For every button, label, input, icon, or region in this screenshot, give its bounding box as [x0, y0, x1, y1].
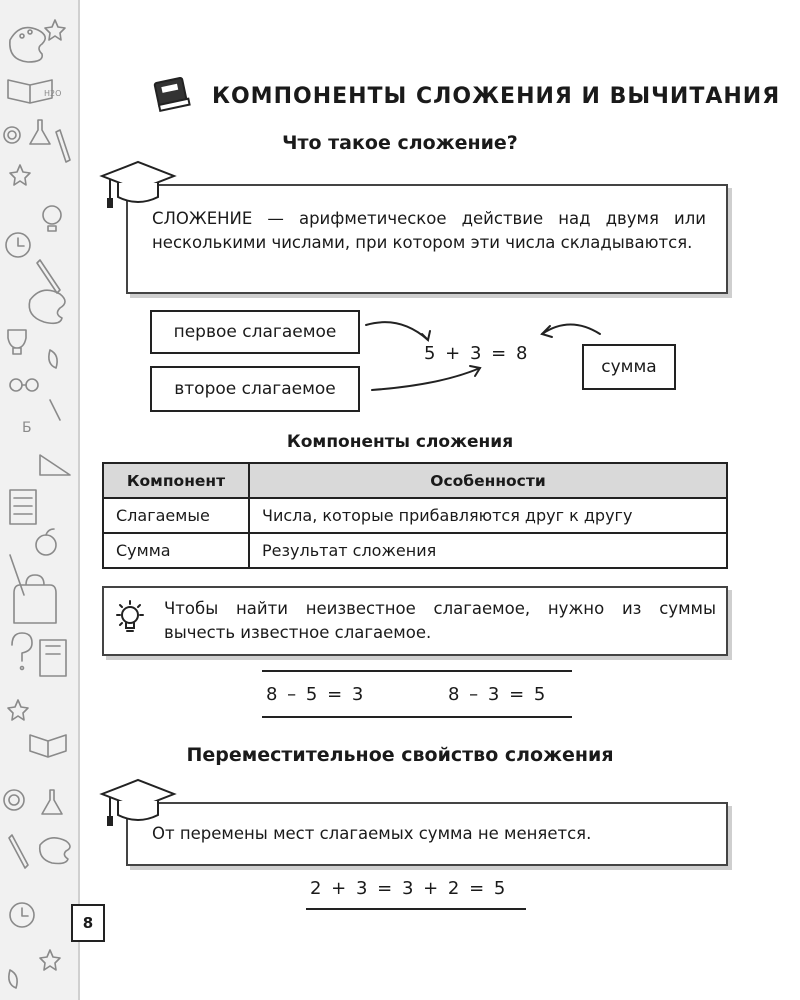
rule-top: [262, 670, 572, 672]
cell-component: Сумма: [103, 533, 249, 568]
components-table: [102, 462, 728, 569]
first-addend-box: первое слагаемое: [150, 310, 360, 354]
header-component: Компонент: [103, 463, 249, 498]
table-row: [103, 498, 727, 533]
header-features: Особенности: [249, 463, 727, 498]
svg-text:Б: Б: [22, 420, 32, 436]
table-row: [103, 533, 727, 568]
commutative-text: От перемены мест слагаемых сумма не меняется.: [152, 824, 592, 843]
subtraction-example-2: 8 – 3 = 5: [448, 684, 548, 705]
cell-feature: Числа, которые прибавляются друг к другу: [249, 498, 727, 533]
commutative-equation: 2 + 3 = 3 + 2 = 5: [310, 878, 508, 899]
tip-box: [102, 586, 728, 656]
svg-text:H2O: H2O: [44, 89, 62, 98]
commutative-box: [126, 802, 728, 866]
cell-component: Слагаемые: [103, 498, 249, 533]
rule-bottom: [262, 716, 572, 718]
tip-text: Чтобы найти неизвестное слагаемое, нужно из суммы вычесть известное слагаемое.: [164, 599, 716, 642]
subtraction-example-1: 8 – 5 = 3: [266, 684, 366, 705]
second-addend-box: второе слагаемое: [150, 366, 360, 412]
definition-text: СЛОЖЕНИЕ — арифметическое действие над двумя или несколькими числами, при котором эти числа складываются.: [152, 209, 706, 252]
graduation-cap-icon: [98, 774, 178, 832]
diagram-arrows: [360, 310, 610, 400]
sum-box: сумма: [582, 344, 676, 390]
rule-commutative: [306, 908, 526, 910]
graduation-cap-icon: [98, 156, 178, 214]
arrow-second-addend: [372, 368, 480, 390]
commutative-heading: Переместительное свойство сложения: [186, 744, 614, 766]
section-subtitle: Что такое сложение?: [282, 132, 518, 154]
table-caption: Компоненты сложения: [286, 432, 514, 452]
arrow-first-addend: [366, 322, 428, 340]
page-title: КОМПОНЕНТЫ СЛОЖЕНИЯ И ВЫЧИТАНИЯ: [212, 84, 781, 109]
definition-box: [126, 184, 728, 294]
page-number: 8: [71, 904, 105, 942]
cell-feature: Результат сложения: [249, 533, 727, 568]
addition-equation: 5 + 3 = 8: [424, 343, 530, 364]
table-header-row: [103, 463, 727, 498]
lightbulb-icon: [112, 598, 152, 638]
book-icon: [150, 72, 194, 116]
